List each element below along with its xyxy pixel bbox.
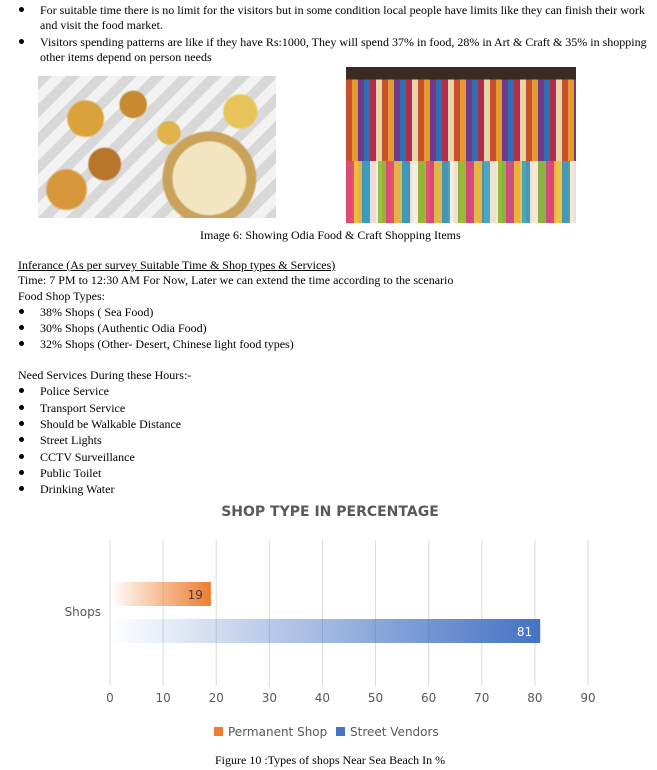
intro-bullet-2-line-1: Visitors spending patterns are like if they have Rs:1000, They will spend 37% in food, 28% in Art & Craft & 35% in shopping (40, 35, 647, 49)
bullet-dot (18, 401, 26, 409)
bullet-dot (18, 450, 26, 458)
service-item: Public Toilet (40, 466, 102, 480)
bullet-dot (18, 384, 26, 392)
odia-food-photo (38, 76, 276, 218)
service-item: Should be Walkable Distance (40, 417, 182, 431)
service-item: Transport Service (40, 401, 126, 415)
service-item: Police Service (40, 384, 109, 398)
service-item: Street Lights (40, 433, 102, 447)
intro-bullet-1-line-2: and visit the food market. (40, 18, 163, 32)
x-tick-label: 50 (367, 691, 384, 705)
x-tick-label: 30 (261, 691, 277, 705)
legend-label: Street Vendors (350, 725, 439, 739)
bullet-dot (18, 466, 26, 474)
x-tick-label: 10 (155, 691, 171, 705)
inference-heading: Inferance (As per survey Suitable Time & Shop types & Services) (18, 258, 336, 272)
bullet-dot (18, 3, 26, 11)
food-item: 32% Shops (Other- Desert, Chinese light food types) (40, 337, 294, 351)
shop-type-chart (0, 490, 657, 746)
bullet-dot (18, 321, 26, 329)
category-label: Shops (64, 605, 101, 619)
intro-bullet-1-line-1: For suitable time there is no limit for the visitors but in some condition local people have limits like they can finish their work (40, 3, 645, 17)
image-caption: Image 6: Showing Odia Food & Craft Shopping Items (200, 228, 461, 242)
legend-swatch (214, 727, 223, 736)
food-item: 30% Shops (Authentic Odia Food) (40, 321, 207, 335)
bar-street-vendors (110, 619, 540, 643)
service-item: Drinking Water (40, 482, 115, 496)
legend-swatch (336, 727, 345, 736)
x-tick-label: 40 (314, 691, 331, 705)
services-heading: Need Services During these Hours:- (18, 368, 192, 382)
legend-label: Permanent Shop (228, 725, 328, 739)
x-tick-label: 90 (580, 691, 596, 705)
food-shop-heading: Food Shop Types: (18, 289, 105, 303)
figure-caption: Figure 10 :Types of shops Near Sea Beach In % (215, 753, 446, 767)
intro-bullet-2-line-2: other items depend on person needs (40, 50, 212, 64)
craft-shopping-photo (346, 67, 576, 223)
chart-title: SHOP TYPE IN PERCENTAGE (221, 504, 439, 520)
bar-value-label: 81 (516, 625, 533, 639)
x-tick-label: 20 (208, 691, 224, 705)
bullet-dot (18, 305, 26, 313)
time-line: Time: 7 PM to 12:30 AM For Now, Later we can extend the time according to the scenario (18, 273, 454, 287)
x-tick-label: 0 (106, 691, 114, 705)
bar-value-label: 19 (187, 588, 203, 602)
x-tick-label: 60 (421, 691, 437, 705)
service-item: CCTV Surveillance (40, 450, 135, 464)
bullet-dot (18, 482, 26, 490)
x-tick-label: 70 (474, 691, 490, 705)
x-tick-label: 80 (527, 691, 543, 705)
bullet-dot (18, 433, 26, 441)
food-item: 38% Shops ( Sea Food) (40, 305, 154, 319)
bullet-dot (18, 337, 26, 345)
bullet-dot (18, 35, 26, 43)
bullet-dot (18, 417, 26, 425)
